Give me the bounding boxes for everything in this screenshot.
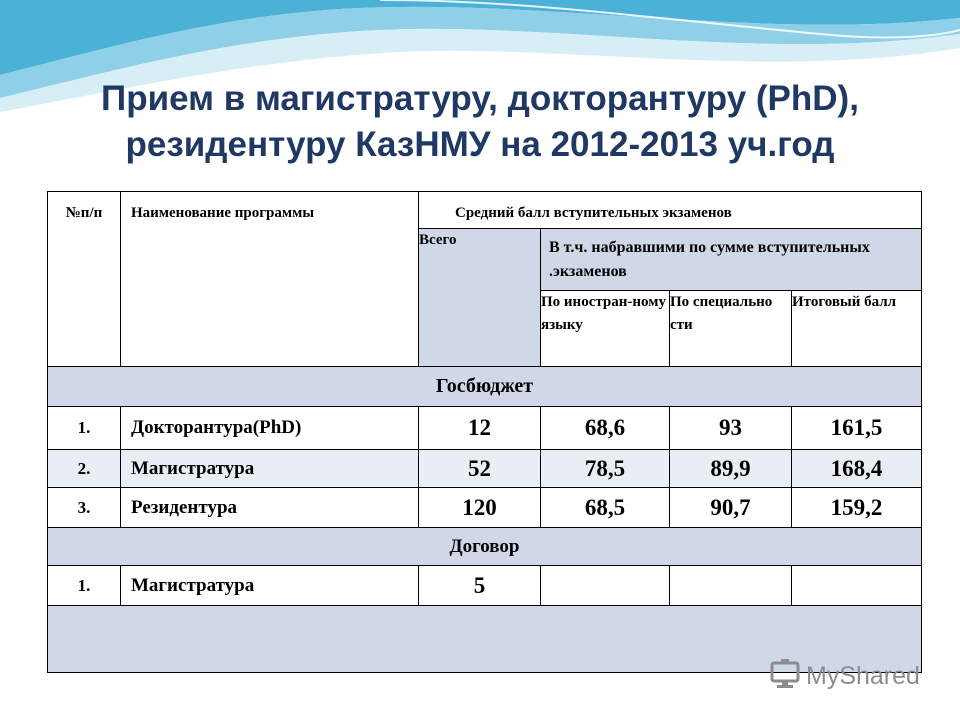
- row-foreign-score: 68,6: [541, 407, 670, 450]
- row-number: 3.: [48, 488, 121, 528]
- row-total: 5: [419, 566, 541, 606]
- row-total: 52: [419, 450, 541, 488]
- section-title-label: Договор: [449, 535, 520, 557]
- header-foreign-language: [541, 291, 670, 367]
- monitor-icon: [768, 658, 802, 692]
- admissions-table: [47, 191, 922, 673]
- row-specialty-score: 89,9: [670, 450, 792, 488]
- header-number-label: №п/п: [65, 205, 103, 221]
- row-number: 2.: [48, 450, 121, 488]
- table-row: [48, 407, 922, 450]
- slide-title-line2: резидентуру КазНМУ на 2012-2013 уч.год: [125, 125, 835, 164]
- section-title: [48, 367, 922, 407]
- row-final-score: 161,5: [792, 407, 922, 450]
- section-title: [48, 528, 922, 566]
- header-including-label: В т.ч. набравшими по сумме вступительных .экзаменов: [549, 239, 870, 280]
- row-number: 1.: [48, 407, 121, 450]
- header-final-score-label: Итоговый балл: [792, 294, 897, 310]
- header-program: [121, 192, 419, 367]
- row-number: 1.: [48, 566, 121, 606]
- row-specialty-score: [670, 566, 792, 606]
- row-specialty-score: 90,7: [670, 488, 792, 528]
- row-final-score: 159,2: [792, 488, 922, 528]
- header-avg-score: [419, 192, 922, 229]
- header-total: [419, 229, 541, 367]
- row-program: Магистратура: [121, 566, 419, 606]
- row-program: Резидентура: [121, 488, 419, 528]
- table-row: [48, 488, 922, 528]
- header-avg-score-label: Средний балл вступительных экзаменов: [455, 205, 732, 221]
- header-foreign-language-label: По иностран-ному языку: [541, 294, 666, 333]
- table-row: [48, 566, 922, 606]
- row-specialty-score: 93: [670, 407, 792, 450]
- row-total: 120: [419, 488, 541, 528]
- row-total: 12: [419, 407, 541, 450]
- slide-title-line1: Прием в магистратуру, докторантуру (PhD),: [101, 79, 859, 118]
- row-final-score: [792, 566, 922, 606]
- row-foreign-score: 68,5: [541, 488, 670, 528]
- row-final-score: 168,4: [792, 450, 922, 488]
- table-row: [48, 450, 922, 488]
- header-program-label: Наименование программы: [131, 205, 315, 221]
- header-number: [48, 192, 121, 367]
- watermark: [766, 656, 926, 696]
- header-total-label: Всего: [419, 232, 457, 248]
- row-foreign-score: [541, 566, 670, 606]
- header-specialty: [670, 291, 792, 367]
- section-title-label: Госбюджет: [435, 375, 534, 397]
- row-program: Докторантура(PhD): [121, 407, 419, 450]
- row-program: Магистратура: [121, 450, 419, 488]
- slide-title: [60, 76, 900, 168]
- row-foreign-score: 78,5: [541, 450, 670, 488]
- header-final-score: [792, 291, 922, 367]
- header-specialty-label: По специально сти: [670, 294, 773, 333]
- watermark-text: MyShared: [806, 662, 920, 690]
- header-including: [541, 229, 922, 291]
